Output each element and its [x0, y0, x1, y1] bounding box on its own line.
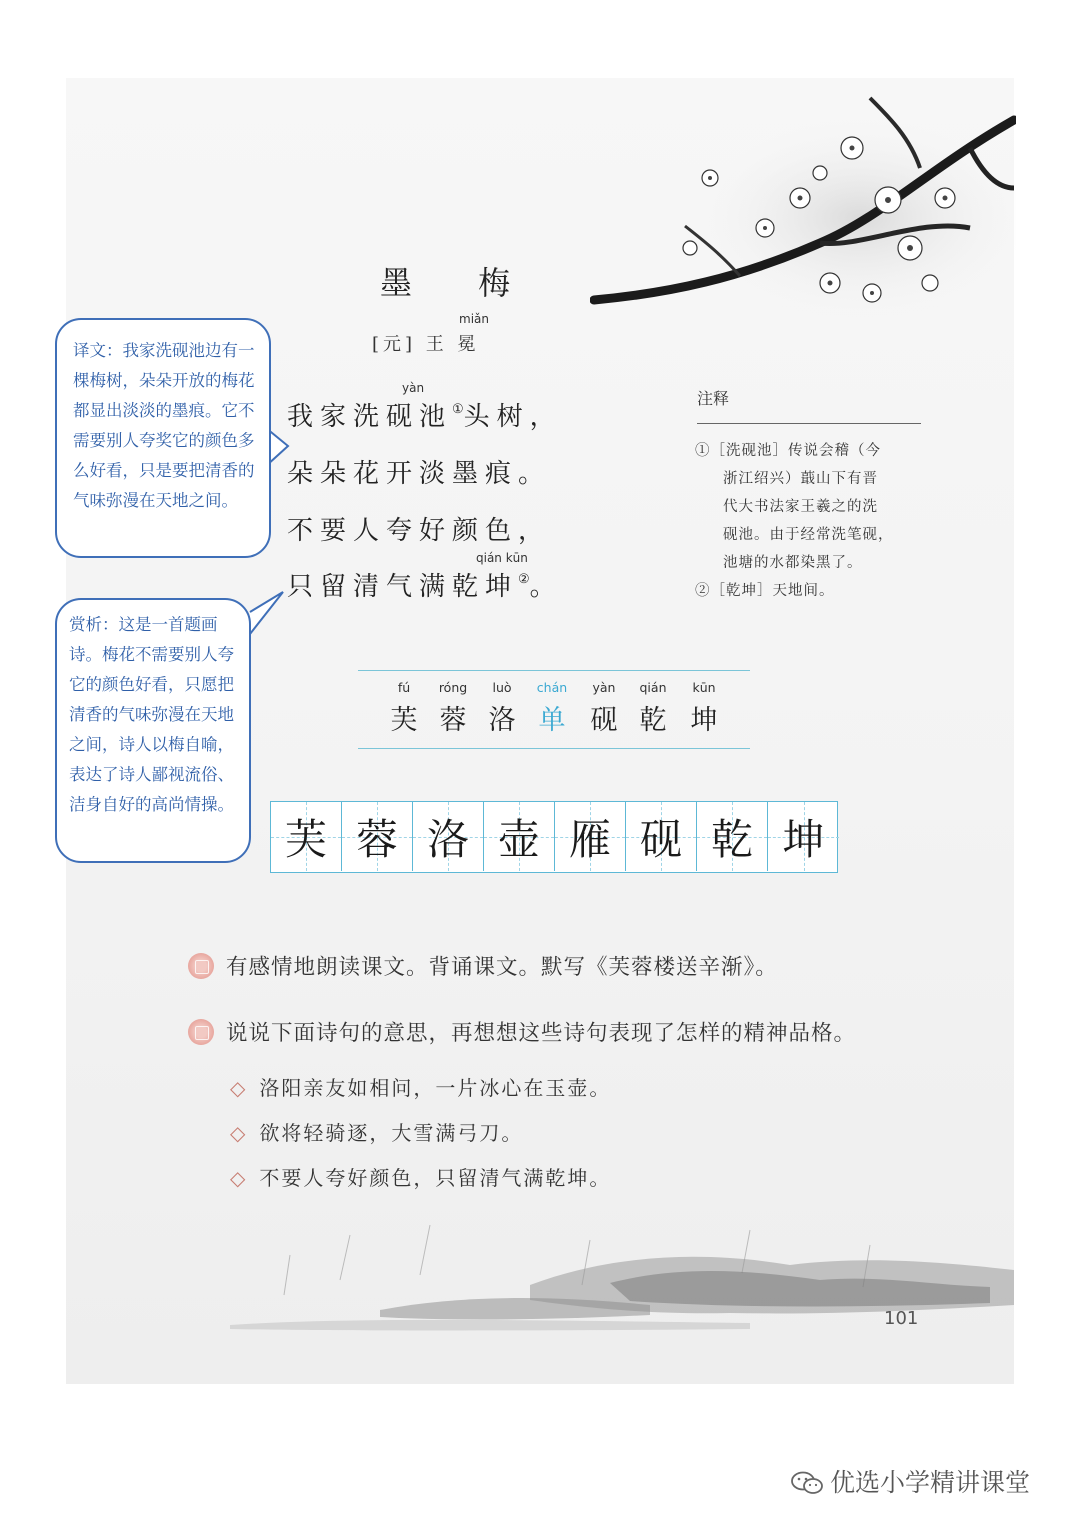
note-line: ②［乾坤］天地间。: [695, 583, 835, 599]
poem-pinyin-yan: yàn: [402, 381, 425, 395]
exercise-2: [188, 1016, 856, 1047]
exercise-1-text: 有感情地朗读课文。背诵课文。默写《芙蓉楼送辛渐》。: [226, 955, 778, 980]
writing-grid: [270, 801, 838, 873]
note-line: 浙江绍兴）蕺山下有晋: [723, 471, 878, 487]
note-line: ①［洗砚池］传说会稽（今: [695, 443, 881, 459]
poem-line-1-text-a: 我家洗砚池: [287, 402, 453, 432]
new-char: luò 洛: [488, 680, 516, 736]
verse-item: [230, 1117, 523, 1146]
exercise-2-text: 说说下面诗句的意思，再想想这些诗句表现了怎样的精神品格。: [226, 1021, 857, 1046]
appreciation-text: 赏析：这是一首题画诗。梅花不需要别人夸它的颜色好看，只愿把清香的气味弥漫在天地之间，诗人以梅自喻，表达了诗人鄙视流俗、洁身自好的高尚情操。: [69, 615, 234, 814]
note-line: 砚池。由于经常洗笔砚，: [723, 527, 894, 543]
poem-line-2: 朵朵花开淡墨痕。: [287, 459, 552, 489]
new-char: fú 芙: [390, 680, 418, 736]
footnote-mark-2: ②: [518, 572, 530, 587]
verse-text: 欲将轻骑逐，大雪满弓刀。: [259, 1121, 524, 1145]
diamond-bullet-icon: ◇: [230, 1166, 248, 1190]
new-char-highlighted: chán 单: [536, 680, 568, 736]
diamond-bullet-icon: ◇: [230, 1076, 248, 1100]
author-name: 王 冕: [425, 334, 480, 355]
diamond-bullet-icon: ◇: [230, 1121, 248, 1145]
bubble-tail-appreciation: [247, 588, 287, 638]
grid-cell: 壶: [484, 802, 555, 871]
top-rule: [358, 670, 750, 671]
wechat-watermark: [790, 1463, 1030, 1499]
footnote-mark-1: ①: [452, 402, 464, 417]
verse-item: [230, 1072, 611, 1101]
note-line: 代大书法家王羲之的洗: [723, 499, 878, 515]
watermark-text: 优选小学精讲课堂: [830, 1468, 1031, 1497]
new-characters-box: [358, 670, 750, 750]
author-line: [372, 330, 480, 356]
poem-line-3: 不要人夸好颜色，: [287, 516, 552, 546]
new-char: kūn 坤: [690, 680, 718, 736]
grid-cell: 洛: [413, 802, 484, 871]
grid-cell: 乾: [697, 802, 768, 871]
wechat-icon: [790, 1471, 824, 1495]
verse-item: [230, 1162, 611, 1191]
new-char: qián 乾: [639, 680, 667, 736]
grid-cell: 雁: [555, 802, 626, 871]
seal-icon: [188, 1019, 214, 1045]
verse-text: 洛阳亲友如相问，一片冰心在玉壶。: [259, 1076, 612, 1100]
translation-bubble: [55, 318, 271, 558]
poem-pinyin-qiankun: qián kūn: [476, 551, 528, 565]
poem-line-4-period: 。: [529, 572, 563, 602]
poem-line-4: [287, 566, 563, 603]
poem-line-1-text-b: 头树，: [463, 402, 563, 432]
page-number: 101: [884, 1308, 919, 1329]
author-pinyin: miǎn: [459, 312, 489, 326]
appreciation-bubble: [55, 598, 251, 863]
grid-cell: 砚: [626, 802, 697, 871]
plum-blossom-illustration: [590, 78, 1016, 338]
grid-cell: 芙: [271, 802, 342, 871]
notes-list: [695, 437, 927, 605]
new-char: róng 蓉: [438, 680, 468, 736]
new-char: yàn 砚: [590, 680, 618, 736]
exercise-1: [188, 950, 778, 981]
poem-line-4-text: 只留清气满乾坤: [287, 572, 519, 602]
notes-heading: 注释: [697, 389, 730, 408]
poem-title: 墨 梅: [380, 264, 539, 302]
grid-cell: 坤: [768, 802, 839, 871]
grid-cell: 蓉: [342, 802, 413, 871]
verse-text: 不要人夸好颜色，只留清气满乾坤。: [259, 1166, 612, 1190]
translation-text: 译文：我家洗砚池边有一棵梅树，朵朵开放的梅花都显出淡淡的墨痕。它不需要别人夸奖它的颜色多么好看，只是要把清香的气味弥漫在天地之间。: [73, 341, 255, 510]
note-line: 池塘的水都染黑了。: [723, 555, 863, 571]
seal-icon: [188, 953, 214, 979]
author-dynasty: [元]: [372, 334, 417, 355]
notes-divider: [697, 423, 921, 424]
bottom-rule: [358, 748, 750, 749]
poem-line-1: [287, 396, 563, 433]
